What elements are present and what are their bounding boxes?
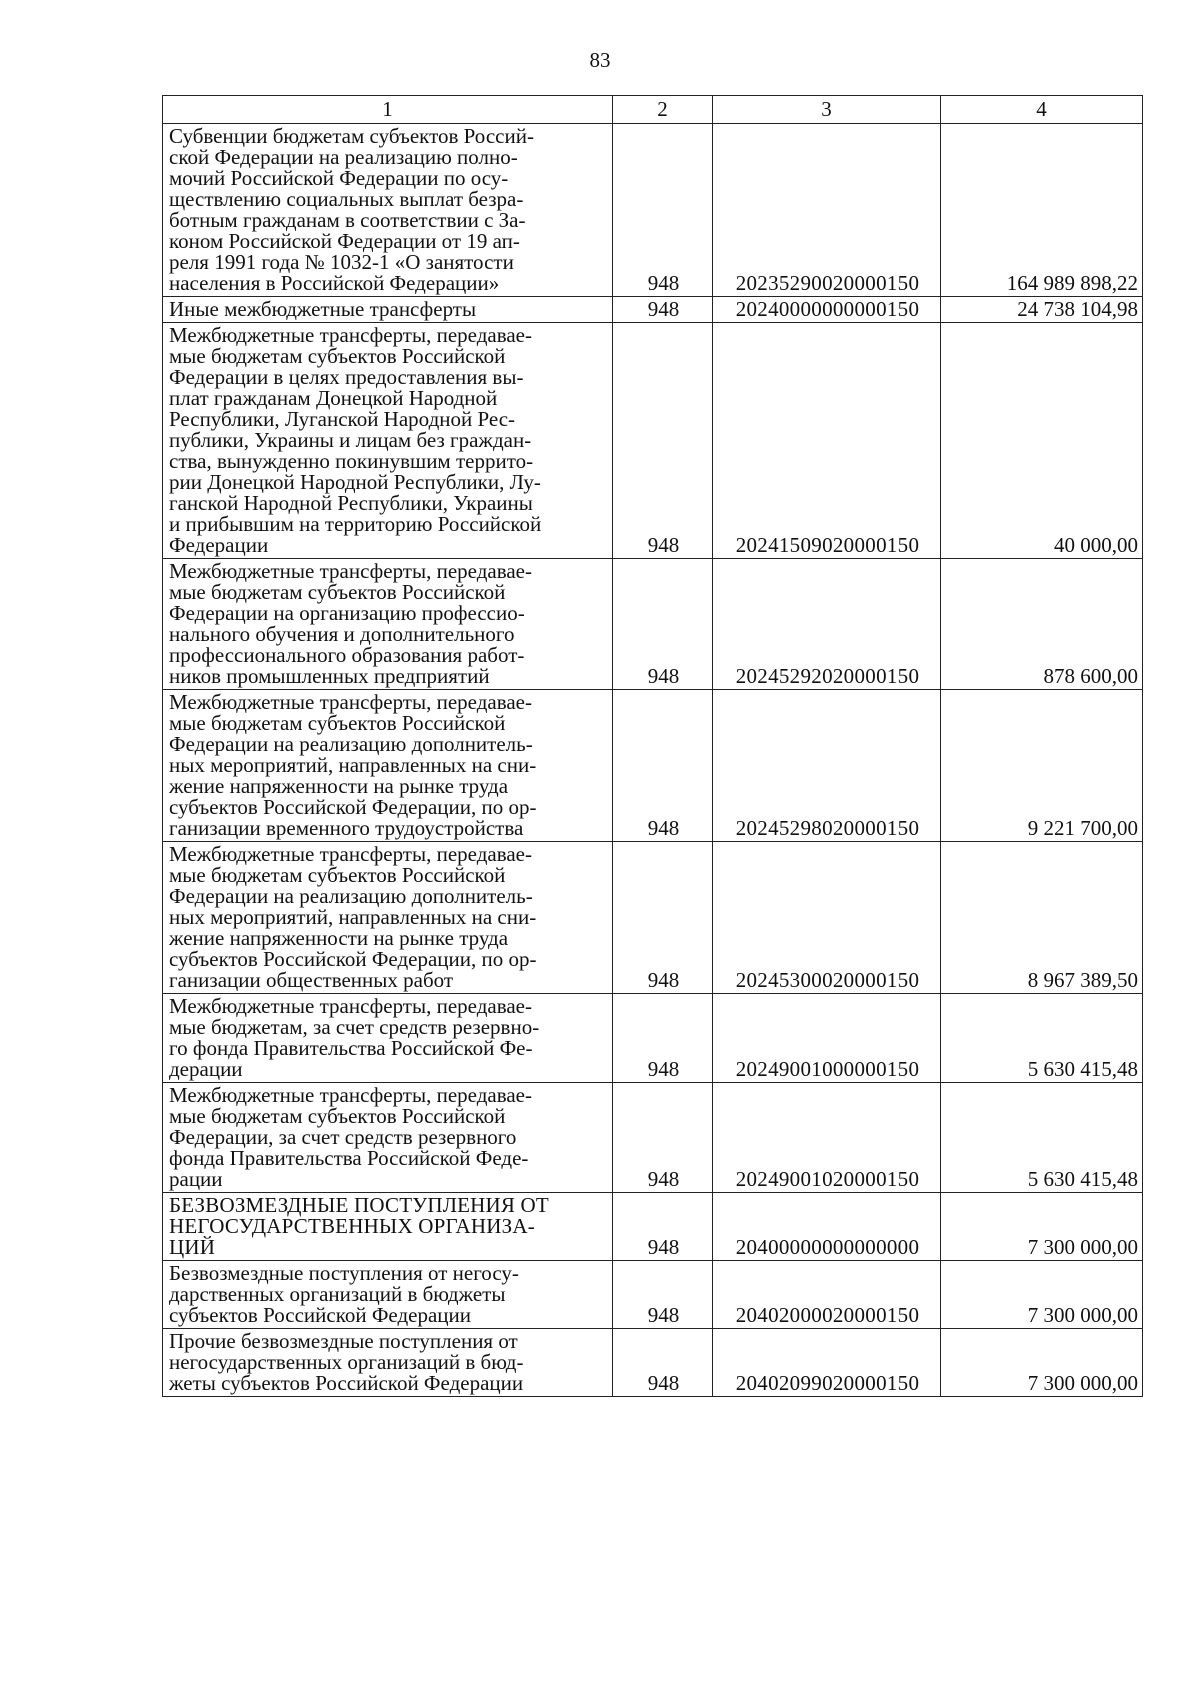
table-row — [163, 994, 1143, 1083]
table-row — [163, 1261, 1143, 1329]
row-admin-code: 948 — [613, 1193, 713, 1261]
row-admin-code: 948 — [613, 1261, 713, 1329]
row-budget-code: 20249001020000150 — [713, 1083, 941, 1193]
table-row — [163, 297, 1143, 323]
row-budget-code: 20245298020000150 — [713, 690, 941, 842]
row-admin-code: 948 — [613, 690, 713, 842]
budget-table — [162, 95, 1143, 1397]
row-name: Межбюджетные трансферты, передавае- мые бюджетам субъектов Российской Федерации на организацию профессио- нального обучения и дополнительного профессионального образования работ- ников промышленных предприятий — [163, 559, 613, 690]
table-row — [163, 559, 1143, 690]
table-row — [163, 690, 1143, 842]
row-amount: 5 630 415,48 — [941, 1083, 1143, 1193]
row-name: Межбюджетные трансферты, передавае- мые бюджетам, за счет средств резервно- го фонда Правительства Российской Фе- дерации — [163, 994, 613, 1083]
row-name: Субвенции бюджетам субъектов Россий- ской Федерации на реализацию полно- мочий Российской Федерации по осу- ществлению социальных выплат безра- ботным гражданам в соответствии с За- коном Российской Федерации от 19 ап- реля 1991 года № 1032-1 «О занятости населения в Российской Федерации» — [163, 124, 613, 297]
column-header-2: 2 — [613, 96, 713, 124]
row-budget-code: 20249001000000150 — [713, 994, 941, 1083]
row-name: Иные межбюджетные трансферты — [163, 297, 613, 323]
row-amount: 7 300 000,00 — [941, 1193, 1143, 1261]
row-budget-code: 20402099020000150 — [713, 1329, 941, 1397]
column-header-3: 3 — [713, 96, 941, 124]
row-amount: 878 600,00 — [941, 559, 1143, 690]
row-name: Межбюджетные трансферты, передавае- мые бюджетам субъектов Российской Федерации на реализацию дополнитель- ных мероприятий, направленных на сни- жение напряженности на рынке труда субъектов Российской Федерации, по ор- ганизации временного трудоустройства — [163, 690, 613, 842]
row-amount: 7 300 000,00 — [941, 1329, 1143, 1397]
table-row — [163, 1329, 1143, 1397]
row-budget-code: 20241509020000150 — [713, 323, 941, 559]
row-budget-code: 20245300020000150 — [713, 842, 941, 994]
table-header-row — [163, 96, 1143, 124]
row-name: Безвозмездные поступления от негосу- дарственных организаций в бюджеты субъектов Российской Федерации — [163, 1261, 613, 1329]
row-budget-code: 20235290020000150 — [713, 124, 941, 297]
table-row — [163, 842, 1143, 994]
row-amount: 24 738 104,98 — [941, 297, 1143, 323]
row-budget-code: 20245292020000150 — [713, 559, 941, 690]
row-admin-code: 948 — [613, 994, 713, 1083]
row-amount: 164 989 898,22 — [941, 124, 1143, 297]
row-admin-code: 948 — [613, 842, 713, 994]
row-admin-code: 948 — [613, 297, 713, 323]
row-admin-code: 948 — [613, 559, 713, 690]
row-amount: 8 967 389,50 — [941, 842, 1143, 994]
row-admin-code: 948 — [613, 124, 713, 297]
row-amount: 7 300 000,00 — [941, 1261, 1143, 1329]
row-name: БЕЗВОЗМЕЗДНЫЕ ПОСТУПЛЕНИЯ ОТ НЕГОСУДАРСТВЕННЫХ ОРГАНИЗА- ЦИЙ — [163, 1193, 613, 1261]
row-name: Межбюджетные трансферты, передавае- мые бюджетам субъектов Российской Федерации, за счет средств резервного фонда Правительства Российской Феде- рации — [163, 1083, 613, 1193]
table-row — [163, 1193, 1143, 1261]
row-name: Прочие безвозмездные поступления от негосударственных организаций в бюд- жеты субъектов Российской Федерации — [163, 1329, 613, 1397]
table-row — [163, 124, 1143, 297]
table-body — [163, 124, 1143, 1397]
row-amount: 40 000,00 — [941, 323, 1143, 559]
row-admin-code: 948 — [613, 1329, 713, 1397]
row-amount: 5 630 415,48 — [941, 994, 1143, 1083]
table-row — [163, 1083, 1143, 1193]
row-name: Межбюджетные трансферты, передавае- мые бюджетам субъектов Российской Федерации на реализацию дополнитель- ных мероприятий, направленных на сни- жение напряженности на рынке труда субъектов Российской Федерации, по ор- ганизации общественных работ — [163, 842, 613, 994]
page-number: 83 — [589, 48, 611, 72]
row-budget-code: 20240000000000150 — [713, 297, 941, 323]
row-budget-code: 20402000020000150 — [713, 1261, 941, 1329]
row-name: Межбюджетные трансферты, передавае- мые бюджетам субъектов Российской Федерации в целях предоставления вы- плат гражданам Донецкой Народной Республики, Луганской Народной Рес- публики, Украины и лицам без граждан- ства, вынужденно покинувшим террито- рии Донецкой Народной Республики, Лу- ганской Народной Республики, Украины и прибывшим на территорию Российской Федерации — [163, 323, 613, 559]
row-amount: 9 221 700,00 — [941, 690, 1143, 842]
row-admin-code: 948 — [613, 1083, 713, 1193]
column-header-4: 4 — [941, 96, 1143, 124]
column-header-1: 1 — [163, 96, 613, 124]
table-row — [163, 323, 1143, 559]
row-admin-code: 948 — [613, 323, 713, 559]
row-budget-code: 20400000000000000 — [713, 1193, 941, 1261]
